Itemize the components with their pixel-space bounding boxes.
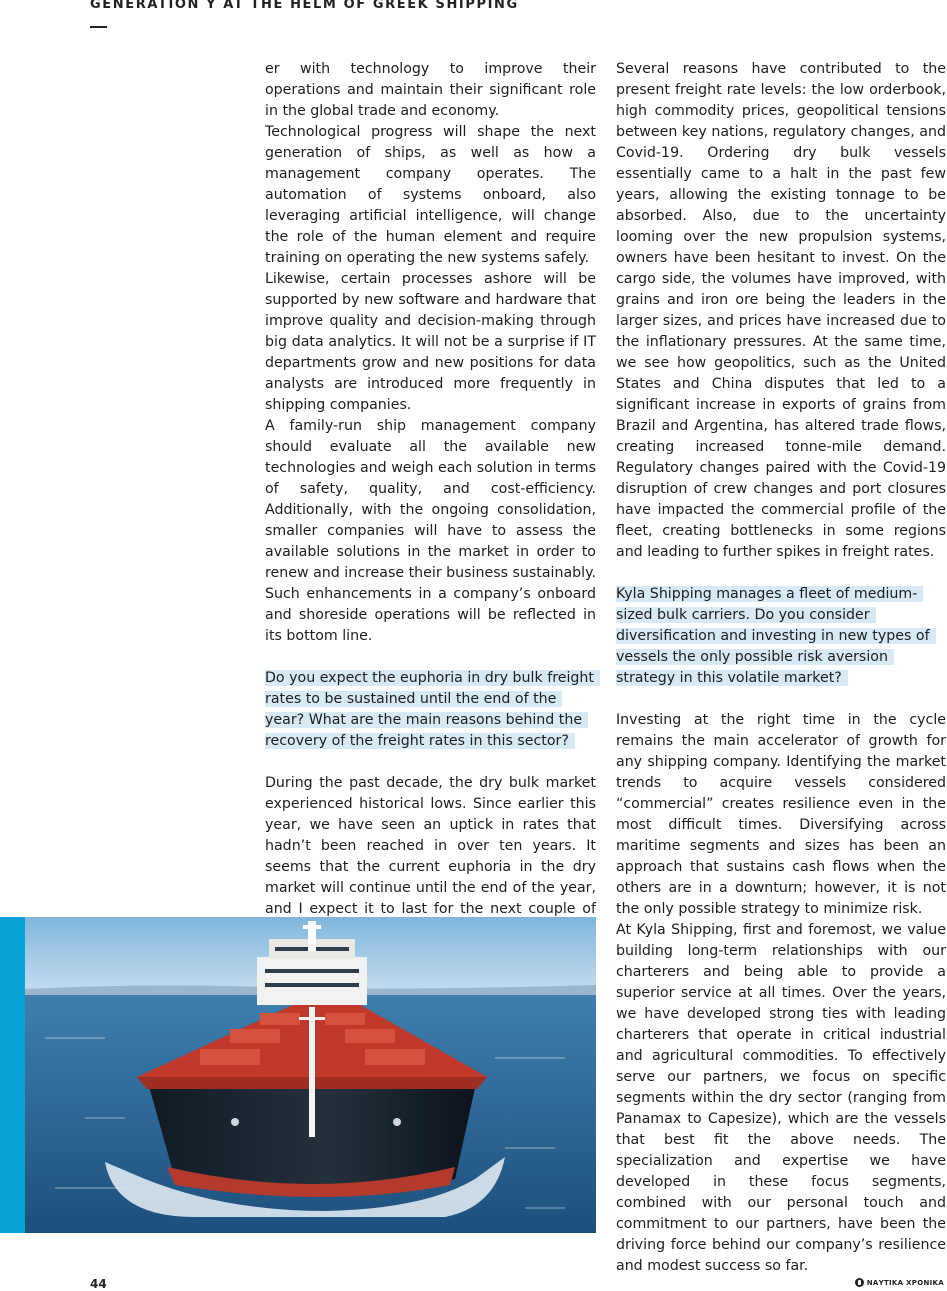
right-column: [616, 59, 946, 1277]
bulk-carrier-photo: [25, 917, 596, 1233]
left-column: [265, 59, 596, 1004]
paragraph: During the past decade, the dry bulk market experienced historical lows. Since earlier this year, we have seen an uptick in rates that hadn’t been reached in over ten years. It seems that the current euphoria in the dry market will continue until the end of the year, and I expect it to last for the next couple of: [265, 775, 596, 917]
title-dash-divider: [90, 26, 107, 28]
publication-brand: [855, 1278, 944, 1287]
ship-illustration: [25, 917, 596, 1233]
paragraph: A family-run ship management company should evaluate all the available new technologies and weigh each solution in terms of safety, quality, and cost-efficiency. Additionally, with the ongoing consolidation, smaller companies will have to assess the available solutions in the market in order to renew and increase their business sustainably. Such enhancements in a company’s onboard and shoreside operations will be reflected in its bottom line.: [265, 418, 596, 644]
section-title: GENERATION Y AT THE HELM OF GREEK SHIPPING: [90, 0, 519, 12]
brand-logo-icon: [855, 1278, 864, 1287]
paragraph: Several reasons have contributed to the present freight rate levels: the low orderbook, high commodity prices, geopolitical tensions between key nations, regulatory changes, and Covid-19. Ordering dry bulk vessels essentially came to a halt in the past few years, allowing the existing tonnage to be absorbed. Also, due to the uncertainty looming over the new propulsion systems, owners have been hesitant to invest. On the cargo side, the volumes have improved, with grains and iron ore being the leaders in the larger sizes, and prices have increased due to the inflationary pressures. At the same time, we see how geopolitics, such as the United States and China disputes that led to a significant increase in exports of grains from Brazil and Argentina, has altered trade flows, creating increased tonne-mile demand. Regulatory changes paired with the Covid-19 disruption of crew changes and port closures have impacted the commercial profile of the fleet, creating bottlenecks in some regions and leading to further spikes in freight rates.: [616, 61, 946, 560]
brand-name: ΝΑΥΤΙΚΑ ΧΡΟΝΙΚΑ: [866, 1278, 944, 1287]
paragraph: Investing at the right time in the cycle remains the main accelerator of growth for any shipping company. Identifying the market trends to acquire vessels considered “commercial” creates resilience even in the most difficult times. Diversifying across maritime segments and sizes has been an approach that sustains cash flows when the others are in a downturn; however, it is not the only possible strategy to minimize risk.: [616, 712, 946, 917]
question-highlight: Do you expect the euphoria in dry bulk freight rates to be sustained until the end of the year? What are the main reasons behind the recovery of the freight rates in this sector?: [265, 670, 600, 749]
paragraph: Technological progress will shape the next generation of ships, as well as how a management company operates. The automation of systems onboard, also leveraging artificial intelligence, will change the role of the human element and require training on operating the new systems safely.: [265, 124, 596, 266]
page-number: 44: [90, 1277, 107, 1291]
interview-question: [265, 668, 596, 752]
accent-bar: [0, 917, 25, 1233]
paragraph: er with technology to improve their operations and maintain their significant role in the global trade and economy.: [265, 61, 596, 119]
interview-question: [616, 584, 946, 689]
question-highlight: Kyla Shipping manages a fleet of medium-sized bulk carriers. Do you consider diversification and investing in new types of vessels the only possible risk aversion strategy in this volatile market?: [616, 586, 936, 686]
paragraph: Likewise, certain processes ashore will be supported by new software and hardware that improve quality and decision-making through big data analytics. It will not be a surprise if IT departments grow and new positions for data analysts are introduced more frequently in shipping companies.: [265, 271, 596, 413]
paragraph: At Kyla Shipping, first and foremost, we value building long-term relationships with our charterers and being able to provide a superior service at all times. Over the years, we have developed strong ties with leading charterers that operate in critical industrial and agricultural commodities. To effectively serve our partners, we focus on specific segments within the dry sector (ranging from Panamax to Capesize), which are the vessels that best fit the above needs. The specialization and expertise we have developed in these focus segments, combined with our personal touch and commitment to our partners, have been the driving force behind our company’s resilience and modest success so far.: [616, 922, 946, 1274]
